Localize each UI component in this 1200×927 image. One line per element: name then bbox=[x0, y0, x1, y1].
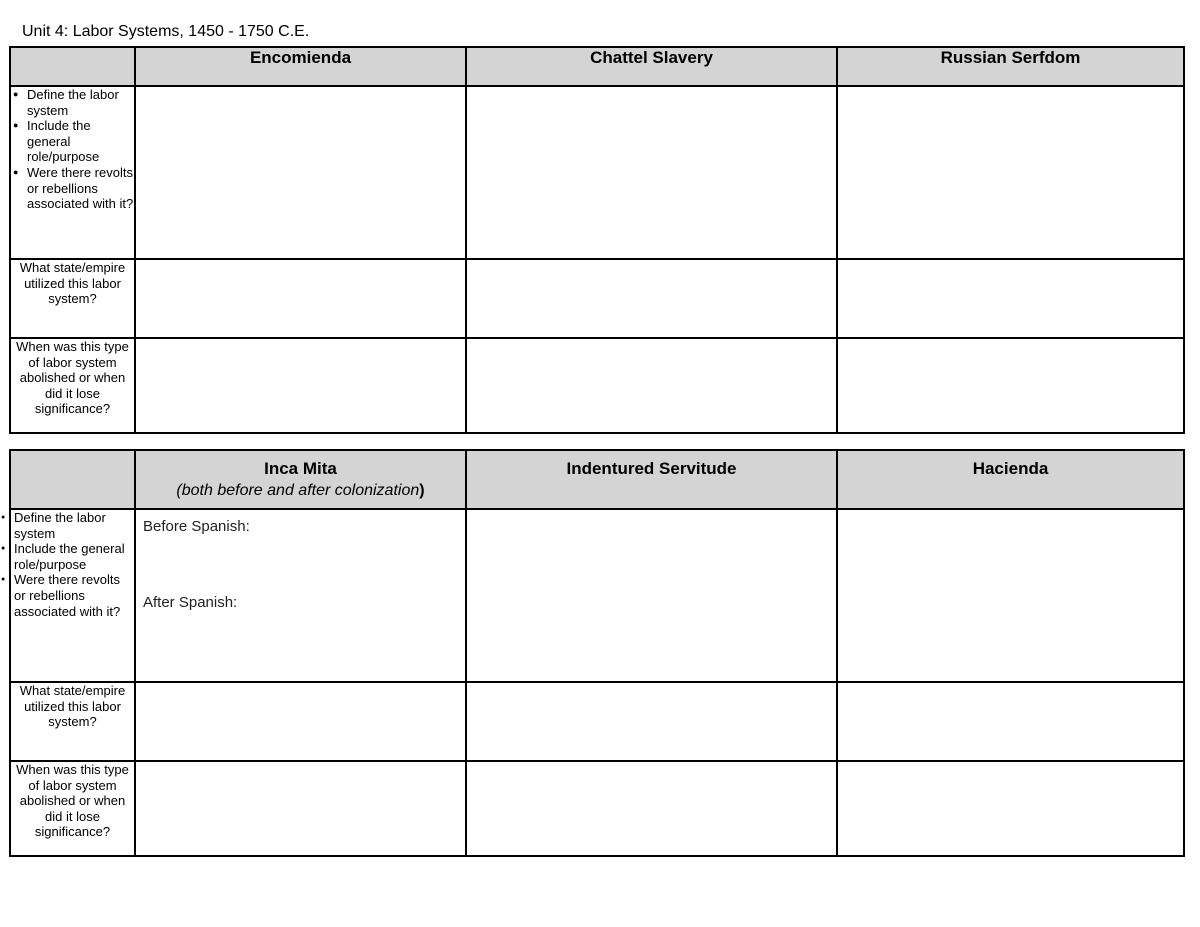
inca-subtitle-close: ) bbox=[419, 482, 425, 499]
bullet-revolts-text: Were there revolts or rebellions associated with it? bbox=[14, 572, 121, 619]
entry-cell-chattel-define[interactable] bbox=[466, 86, 837, 259]
entry-cell-inca-abolished[interactable] bbox=[135, 761, 466, 856]
bullet-role: ● Include the general role/purpose bbox=[11, 118, 134, 165]
header-corner-cell bbox=[10, 47, 135, 86]
entry-cell-hacienda-define[interactable] bbox=[837, 509, 1184, 682]
page-title: Unit 4: Labor Systems, 1450 - 1750 C.E. bbox=[22, 23, 310, 40]
entry-cell-indentured-state[interactable] bbox=[466, 682, 837, 761]
entry-cell-serfdom-state[interactable] bbox=[837, 259, 1184, 338]
bullet-revolts bbox=[11, 572, 134, 619]
table-row-define bbox=[10, 509, 1184, 682]
header-inca-mita-subtitle bbox=[136, 481, 465, 501]
row-label-abolished: When was this type of labor system abolished or when did it lose significance? bbox=[10, 761, 135, 856]
entry-cell-encomienda-state[interactable] bbox=[135, 259, 466, 338]
header-corner-cell bbox=[10, 450, 135, 509]
table-row-abolished bbox=[10, 338, 1184, 433]
entry-cell-chattel-state[interactable] bbox=[466, 259, 837, 338]
row-label-define bbox=[10, 86, 135, 259]
table-header-row bbox=[10, 47, 1184, 86]
labor-systems-table-1 bbox=[9, 46, 1185, 434]
entry-cell-indentured-abolished[interactable] bbox=[466, 761, 837, 856]
entry-cell-serfdom-abolished[interactable] bbox=[837, 338, 1184, 433]
entry-cell-inca-define[interactable] bbox=[135, 509, 466, 682]
header-hacienda: Hacienda bbox=[837, 450, 1184, 509]
header-inca-mita bbox=[135, 450, 466, 509]
header-indentured-servitude: Indentured Servitude bbox=[466, 450, 837, 509]
labor-systems-table-2 bbox=[9, 449, 1185, 857]
row-label-abolished: When was this type of labor system abolished or when did it lose significance? bbox=[10, 338, 135, 433]
entry-cell-encomienda-abolished[interactable] bbox=[135, 338, 466, 433]
entry-cell-chattel-abolished[interactable] bbox=[466, 338, 837, 433]
bullet-role-text: Include the general role/purpose bbox=[14, 541, 125, 572]
row-label-state: What state/empire utilized this labor system? bbox=[10, 682, 135, 761]
entry-cell-indentured-define[interactable] bbox=[466, 509, 837, 682]
header-inca-mita-title: Inca Mita bbox=[264, 459, 337, 478]
table-row-define bbox=[10, 86, 1184, 259]
inca-subtitle-text: (both before and after colonization bbox=[176, 482, 420, 499]
entry-cell-encomienda-define[interactable] bbox=[135, 86, 466, 259]
header-chattel-slavery: Chattel Slavery bbox=[466, 47, 837, 86]
bullet-define bbox=[11, 510, 134, 541]
table-row-state bbox=[10, 259, 1184, 338]
header-russian-serfdom: Russian Serfdom bbox=[837, 47, 1184, 86]
header-encomienda: Encomienda bbox=[135, 47, 466, 86]
bullet-role bbox=[11, 541, 134, 572]
entry-cell-inca-state[interactable] bbox=[135, 682, 466, 761]
entry-cell-hacienda-state[interactable] bbox=[837, 682, 1184, 761]
table-header-row bbox=[10, 450, 1184, 509]
bullet-define: ● Define the labor system bbox=[11, 87, 134, 118]
bullet-revolts: ● Were there revolts or rebellions associated with it? bbox=[11, 165, 134, 212]
inca-before-label: Before Spanish: bbox=[143, 518, 250, 535]
row-label-define bbox=[10, 509, 135, 682]
bullet-define-text: Define the labor system bbox=[14, 510, 106, 541]
inca-after-label: After Spanish: bbox=[143, 594, 238, 611]
row-label-state: What state/empire utilized this labor system? bbox=[10, 259, 135, 338]
table-row-state bbox=[10, 682, 1184, 761]
entry-cell-serfdom-define[interactable] bbox=[837, 86, 1184, 259]
entry-cell-hacienda-abolished[interactable] bbox=[837, 761, 1184, 856]
table-row-abolished bbox=[10, 761, 1184, 856]
